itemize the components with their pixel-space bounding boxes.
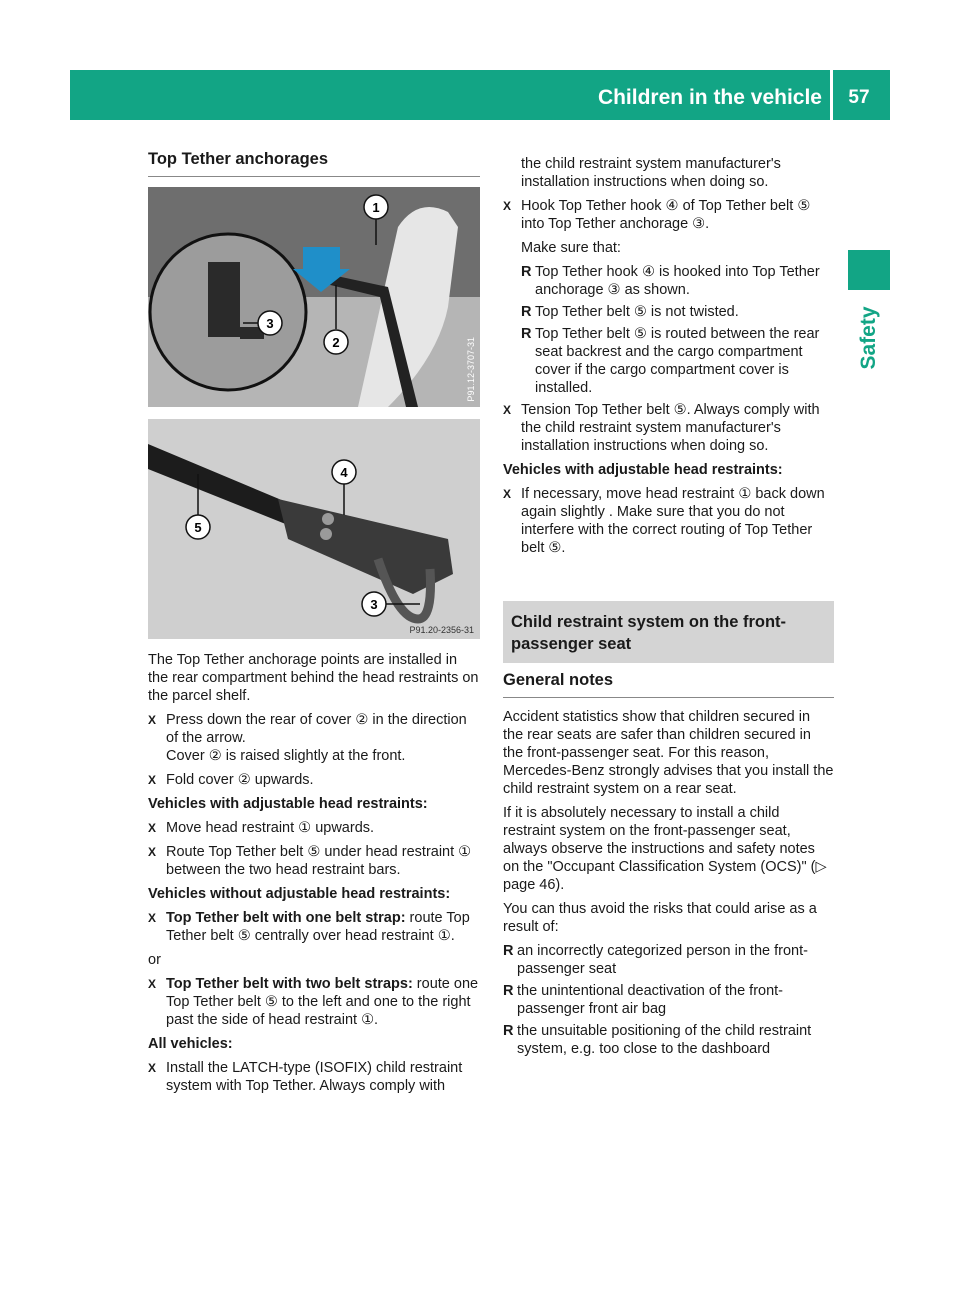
bullet-item: R Top Tether belt ⑤ is routed between the rear seat backrest and the cargo compartment cover if the cargo compartment cover is installed. [521, 326, 820, 396]
figure-tether-hook [148, 419, 480, 639]
svg-text:1: 1 [372, 200, 380, 215]
continued-text: the child restraint system manufacturer's installation instructions when doing so. [521, 156, 781, 190]
bullet-item: R an incorrectly categorized person in the front-passenger seat [503, 943, 808, 977]
step: X Fold cover ② upwards. [148, 772, 314, 788]
intro-text: The Top Tether anchorage points are installed in the rear compartment behind the head restraints on the parcel shelf. [148, 652, 479, 704]
subheading: Vehicles with adjustable head restraints: [503, 462, 783, 478]
chapter-title: Children in the vehicle [597, 86, 822, 109]
svg-text:3: 3 [370, 597, 378, 612]
subheading: Vehicles without adjustable head restraints: [148, 886, 451, 902]
section-heading: Top Tether anchorages [148, 150, 480, 177]
side-tab-label: Safety [857, 306, 880, 370]
step: X Move head restraint ① upwards. [148, 820, 375, 836]
svg-text:4: 4 [340, 465, 348, 480]
paragraph: If it is absolutely necessary to install a child restraint system on the front-passenger seat, always observe the instructions and safety notes on the "Occupant Classification System (OCS)" (▷ page 46). [503, 805, 827, 893]
step: X Route Top Tether belt ⑤ under head restraint ① between the two head restraint bars. [148, 844, 472, 878]
left-column [148, 150, 480, 1101]
figure-code: P91.20-2356-31 [409, 625, 474, 635]
bullet-item: R Top Tether hook ④ is hooked into Top Tether anchorage ③ as shown. [521, 264, 820, 298]
paragraph: You can thus avoid the risks that could arise as a result of: [503, 901, 817, 935]
step: X If necessary, move head restraint ① back down again slightly . Make sure that you do not interfere with the correct routing of Top Tether belt ⑤. [503, 486, 825, 556]
paragraph: Accident statistics show that children secured in the rear seats are safer than children secured in the front-passenger seat. For this reason, Mercedes-Benz strongly advises that you install the child restraint system on a rear seat. [503, 709, 834, 797]
subsection-heading: General notes [503, 671, 834, 698]
figure-anchorage-cover [148, 187, 480, 407]
bullet-item: R the unsuitable positioning of the child restraint system, e.g. too close to the dashboard [503, 1023, 812, 1057]
subheading: Vehicles with adjustable head restraints: [148, 796, 428, 812]
or-text: or [148, 952, 161, 968]
make-sure-text: Make sure that: [521, 240, 621, 256]
svg-text:2: 2 [332, 335, 340, 350]
step: X Install the LATCH-type (ISOFIX) child restraint system with Top Tether. Always comply with [148, 1060, 463, 1094]
side-tab-marker [848, 250, 890, 290]
step: X Top Tether belt with one belt strap: route Top Tether belt ⑤ centrally over head restraint ①. [148, 910, 470, 944]
step: X Hook Top Tether hook ④ of Top Tether belt ⑤ into Top Tether anchorage ③. [503, 198, 811, 232]
page-number: 57 [848, 87, 870, 108]
step: X Press down the rear of cover ② in the direction of the arrow. Cover ② is raised slightly at the front. [148, 712, 467, 764]
figure-code: P91.12-3707-31 [466, 337, 476, 402]
subheading: All vehicles: [148, 1036, 233, 1052]
step: X Top Tether belt with two belt straps: route one Top Tether belt ⑤ to the left and one to the right past the side of head restraint ①. [148, 976, 479, 1028]
svg-text:5: 5 [194, 520, 202, 535]
bullet-item: R Top Tether belt ⑤ is not twisted. [521, 304, 739, 320]
right-column [503, 155, 834, 1062]
header-divider [830, 70, 833, 120]
bullet-item: R the unintentional deactivation of the front-passenger front air bag [503, 983, 784, 1017]
section-title-box: Child restraint system on the front-passenger seat [503, 601, 834, 663]
svg-text:3: 3 [266, 316, 274, 331]
step: X Tension Top Tether belt ⑤. Always comply with the child restraint system manufacturer's installation instructions when doing so. [503, 402, 820, 454]
